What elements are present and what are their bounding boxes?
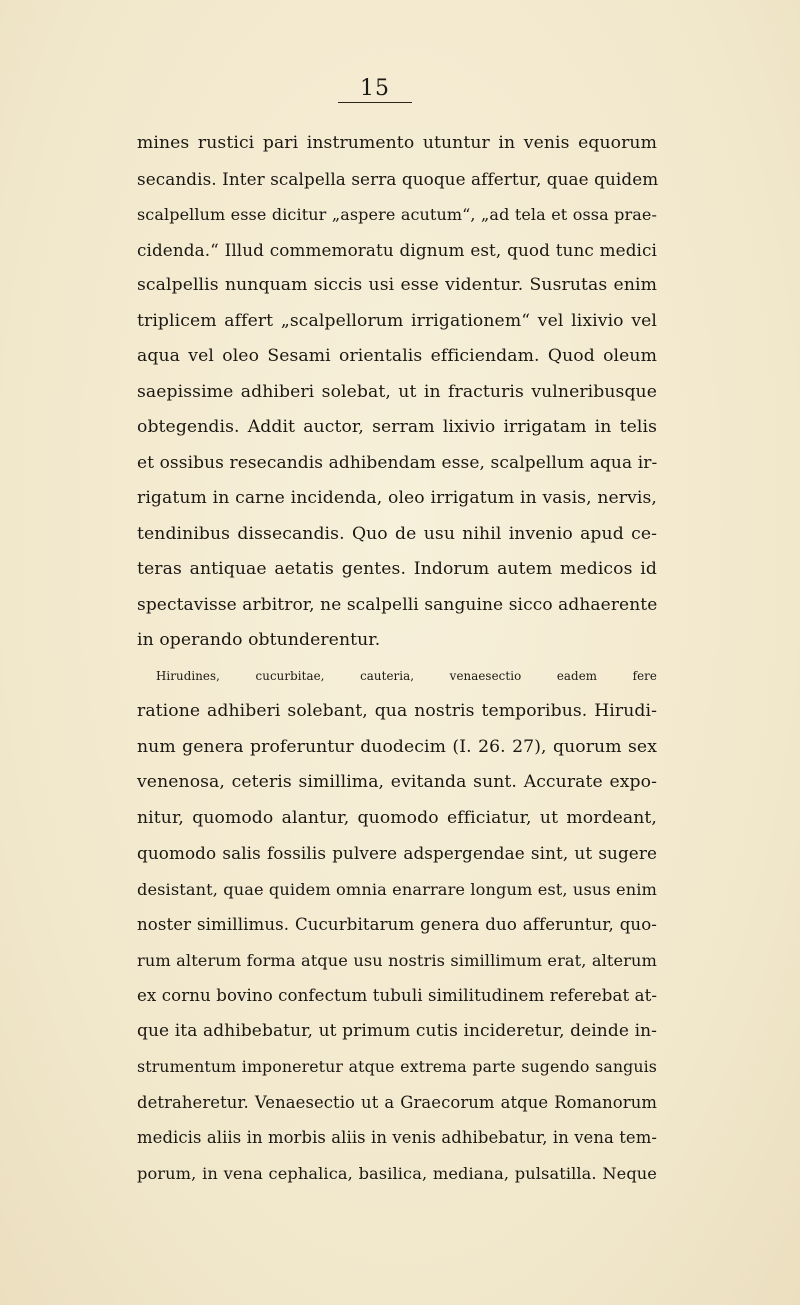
text-line: triplicem affert „scalpellorum irrigationem“ vel lixivio vel — [137, 310, 657, 331]
text-line: scalpellum esse dicitur „aspere acutum“, „ad tela et ossa prae- — [137, 205, 657, 224]
text-line: tendinibus dissecandis. Quo de usu nihil invenio apud ce- — [137, 523, 657, 544]
text-line: porum, in vena cephalica, basilica, mediana, pulsatilla. Neque — [137, 1163, 657, 1183]
text-line: et ossibus resecandis adhibendam esse, scalpellum aqua ir- — [137, 452, 658, 473]
text-line: ex cornu bovino confectum tubuli similitudinem referebat at- — [137, 986, 658, 1005]
text-line: medicis aliis in morbis aliis in venis adhibebatur, in vena tem- — [137, 1128, 657, 1147]
text-line: obtegendis. Addit auctor, serram lixivio irrigatam in telis — [137, 417, 657, 437]
text-line: venenosa, ceteris simillima, evitanda sunt. Accurate expo- — [137, 772, 657, 792]
text-line: scalpellis nunquam siccis usi esse videntur. Susrutas enim — [137, 275, 657, 295]
body-text — [137, 126, 657, 1191]
page-number-underline — [338, 102, 412, 103]
text-line: noster simillimus. Cucurbitarum genera duo afferuntur, quo- — [137, 915, 657, 934]
text-line: spectavisse arbitror, ne scalpelli sanguine sicco adhaerente — [137, 594, 658, 615]
text-line: detraheretur. Venaesectio ut a Graecorum atque Romanorum — [137, 1092, 657, 1112]
text-line: saepissime adhiberi solebat, ut in fracturis vulneribusque — [137, 381, 657, 402]
text-line: num genera proferuntur duodecim (I. 26. 27), quorum sex — [137, 736, 657, 757]
text-line: desistant, quae quidem omnia enarrare longum est, usus enim — [137, 879, 657, 899]
text-line: ratione adhiberi solebant, qua nostris temporibus. Hirudi- — [137, 701, 657, 721]
page-number: 15 — [360, 76, 390, 101]
text-line: strumentum imponeretur atque extrema parte sugendo sanguis — [137, 1057, 657, 1076]
text-line: Hirudines, cucurbitae, cauteria, venaesectio eadem fere — [156, 668, 657, 683]
text-line: mines rustici pari instrumento utuntur in venis equorum — [137, 133, 657, 153]
text-line: nitur, quomodo alantur, quomodo efficiatur, ut mordeant, — [137, 807, 657, 828]
text-line: que ita adhibebatur, ut primum cutis incideretur, deinde in- — [137, 1020, 657, 1041]
text-line: rigatum in carne incidenda, oleo irrigatum in vasis, nervis, — [137, 488, 657, 508]
text-line: teras antiquae aetatis gentes. Indorum autem medicos id — [137, 559, 657, 579]
text-line: aqua vel oleo Sesami orientalis efficiendam. Quod oleum — [137, 346, 657, 366]
text-line: secandis. Inter scalpella serra quoque affertur, quae quidem — [137, 168, 659, 189]
text-line: in operando obtunderentur. — [137, 630, 381, 650]
text-line: quomodo salis fossilis pulvere adspergendae sint, ut sugere — [137, 843, 657, 863]
text-line: cidenda.“ Illud commemoratu dignum est, quod tunc medici — [137, 239, 657, 260]
text-line: rum alterum forma atque usu nostris simillimum erat, alterum — [137, 950, 657, 970]
